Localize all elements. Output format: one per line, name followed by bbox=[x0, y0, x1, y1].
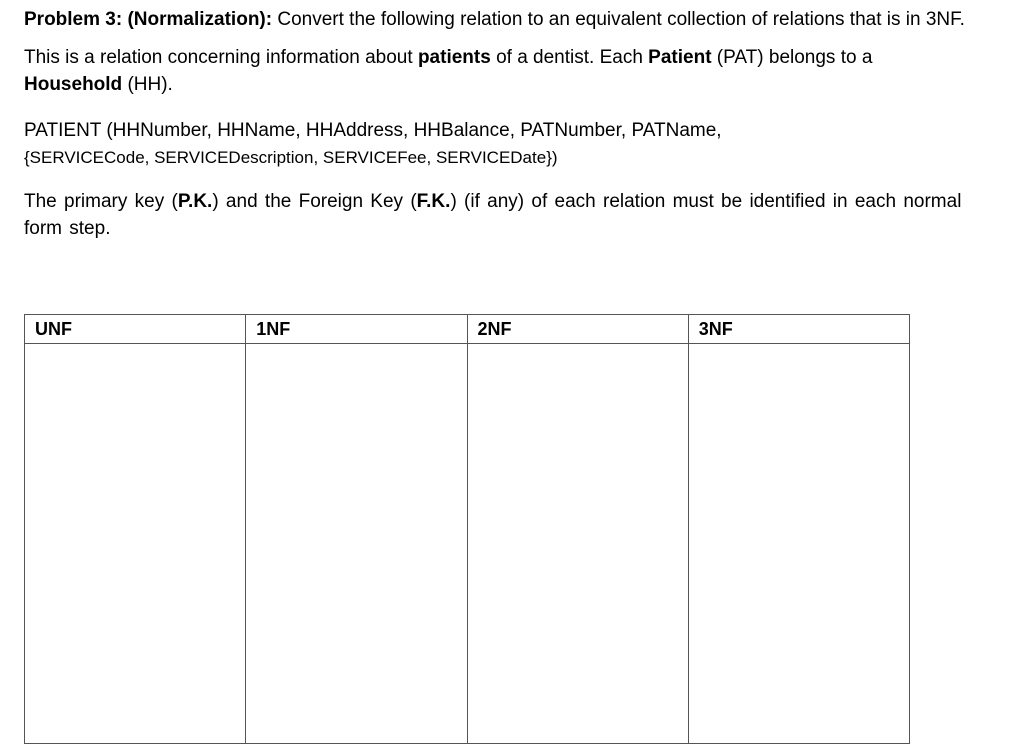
column-header-3nf: 3NF bbox=[688, 315, 909, 344]
intro-text-1: This is a relation concerning information about bbox=[24, 47, 418, 68]
column-header-1nf: 1NF bbox=[246, 315, 467, 344]
cell-1nf[interactable] bbox=[246, 344, 467, 744]
intro-text-2: of a dentist. Each bbox=[490, 47, 649, 68]
intro-text-4: (HH). bbox=[122, 74, 173, 95]
table-row bbox=[25, 344, 910, 744]
normalization-table bbox=[24, 314, 910, 744]
cell-2nf[interactable] bbox=[467, 344, 688, 744]
relation-line-1: PATIENT (HHNumber, HHName, HHAddress, HHBalance, PATNumber, PATName, bbox=[24, 120, 722, 141]
problem-label: Problem 3: (Normalization): bbox=[24, 9, 273, 30]
keys-text-1: The primary key ( bbox=[24, 191, 178, 212]
problem-text: Convert the following relation to an equivalent collection of relations that is in 3NF. bbox=[272, 9, 965, 30]
cell-unf[interactable] bbox=[25, 344, 246, 744]
problem-statement bbox=[24, 6, 974, 33]
table-header-row bbox=[25, 315, 910, 344]
column-header-unf: UNF bbox=[25, 315, 246, 344]
document-body bbox=[24, 6, 974, 242]
relation-line-2: {SERVICECode, SERVICEDescription, SERVICEFee, SERVICEDate}) bbox=[24, 148, 558, 167]
intro-text-3: (PAT) belongs to a bbox=[711, 47, 873, 68]
intro-bold-patients: patients bbox=[417, 47, 491, 68]
keys-instruction bbox=[24, 188, 974, 242]
keys-text-3: ) (if any) of each relation must be identified in each normal form step. bbox=[24, 191, 962, 239]
keys-bold-fk: F.K. bbox=[416, 191, 451, 212]
relation-schema bbox=[24, 117, 974, 171]
cell-3nf[interactable] bbox=[688, 344, 909, 744]
intro-paragraph bbox=[24, 44, 974, 98]
intro-bold-patient: Patient bbox=[648, 47, 712, 68]
keys-bold-pk: P.K. bbox=[177, 191, 213, 212]
column-header-2nf: 2NF bbox=[467, 315, 688, 344]
keys-text-2: ) and the Foreign Key ( bbox=[212, 191, 417, 212]
intro-bold-household: Household bbox=[24, 74, 123, 95]
